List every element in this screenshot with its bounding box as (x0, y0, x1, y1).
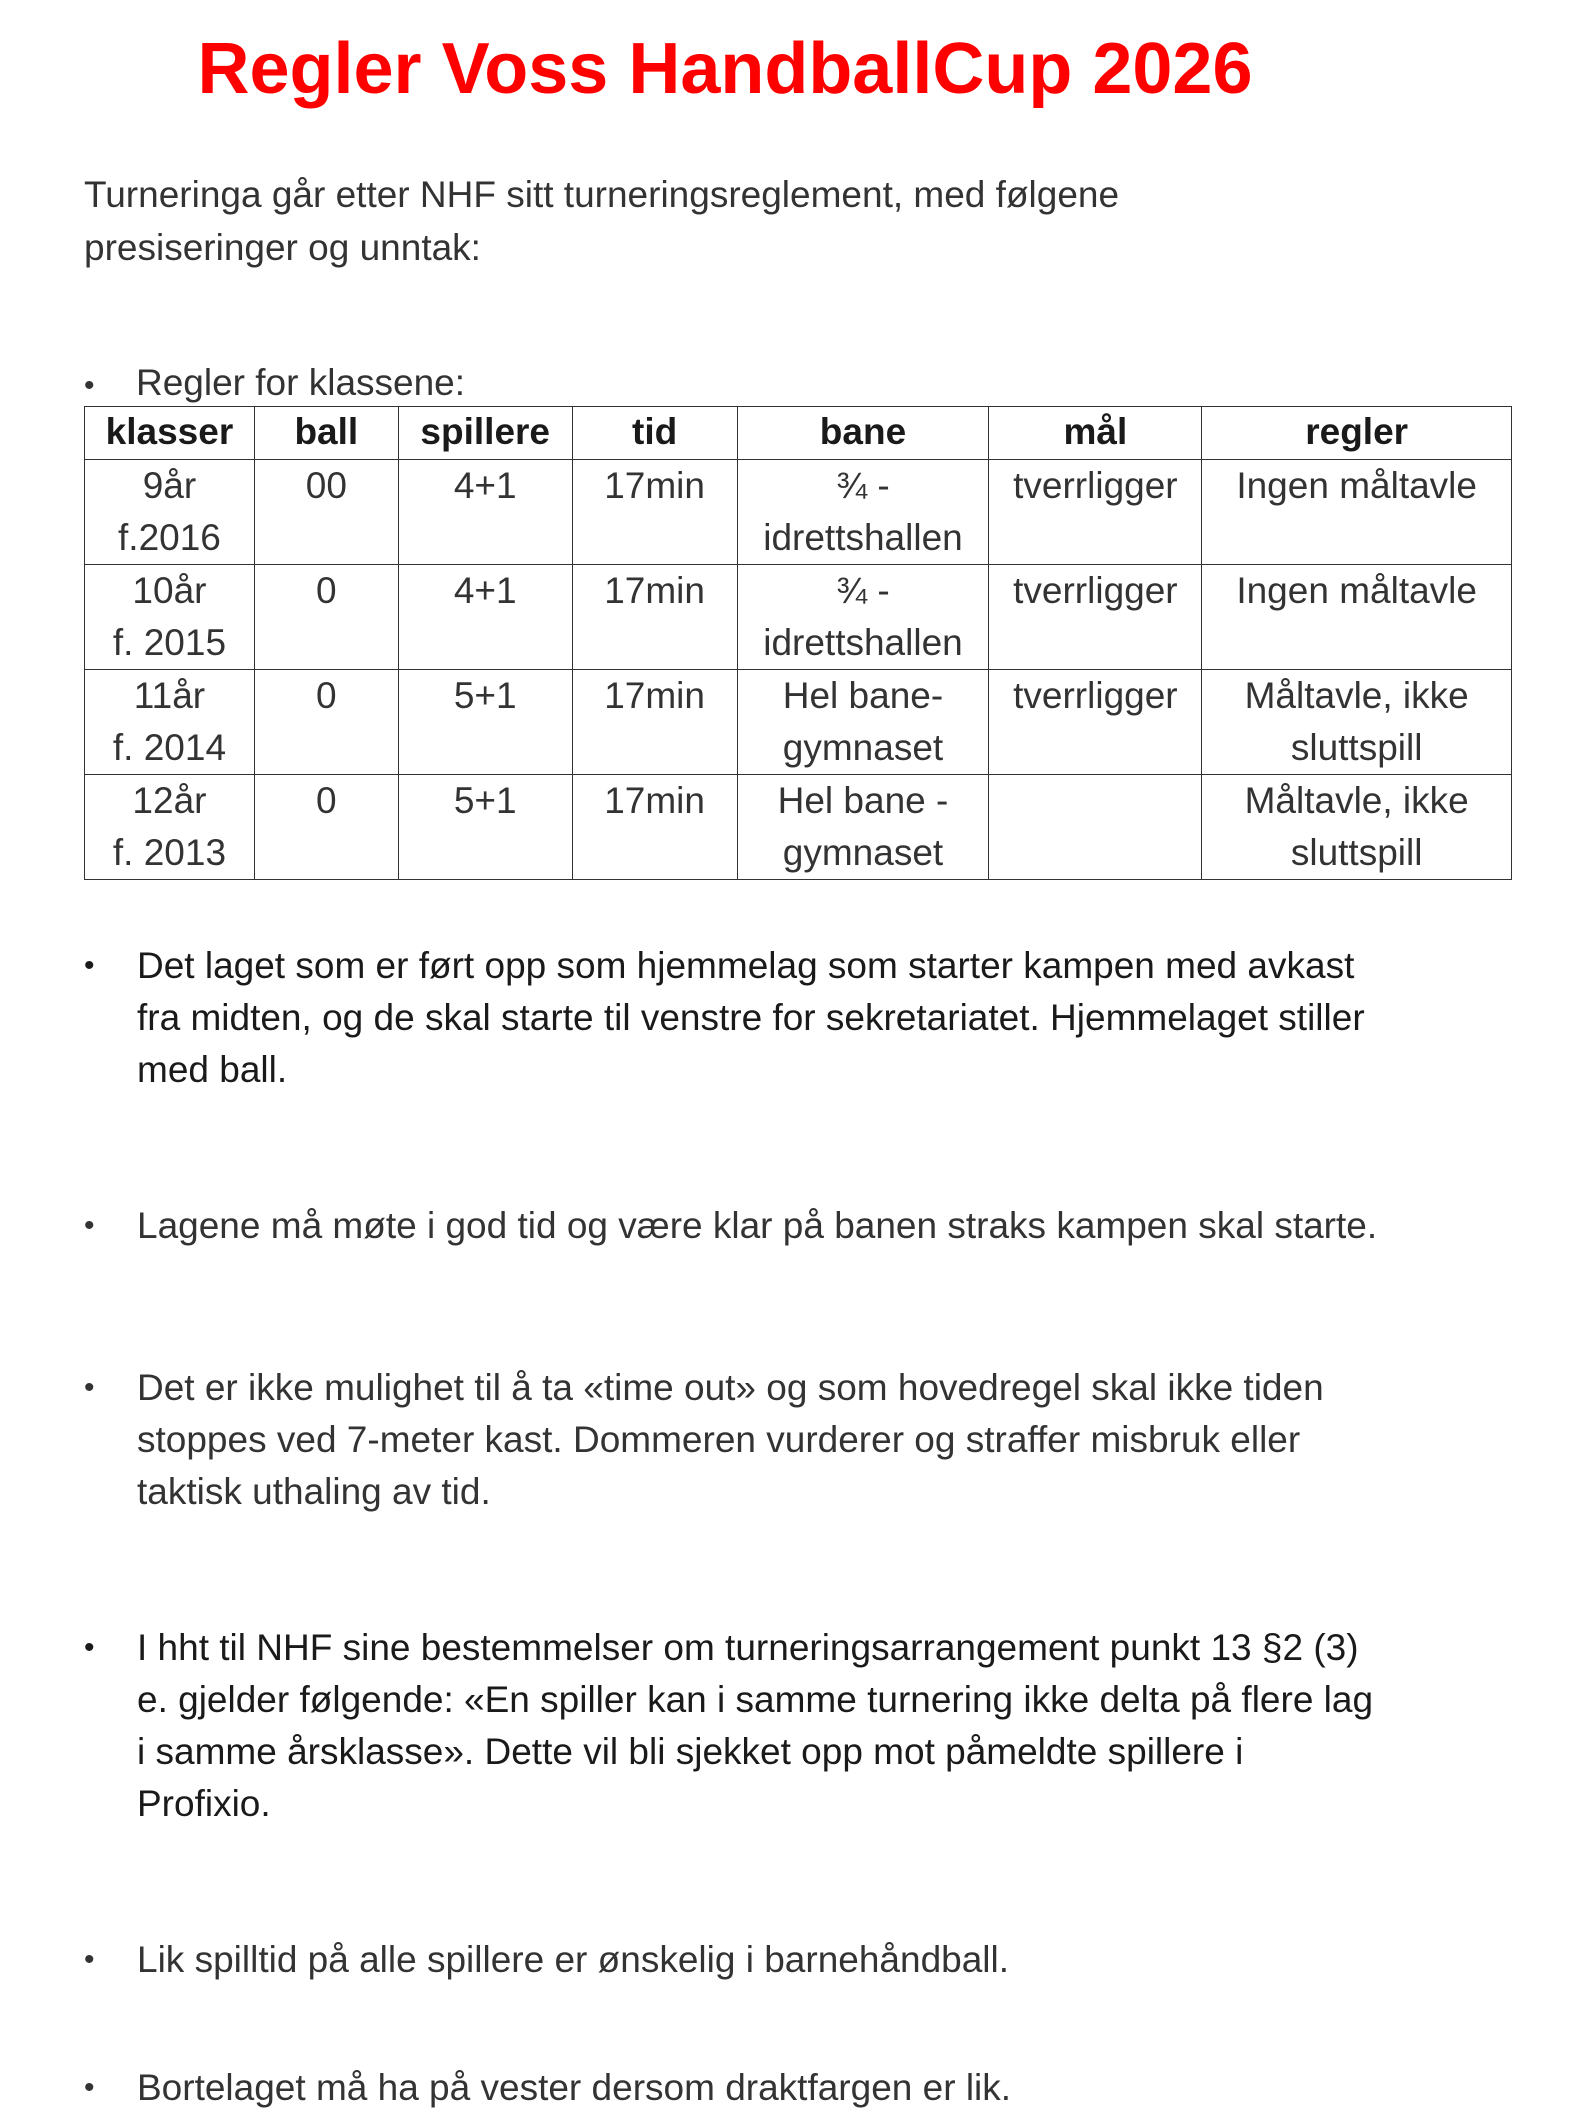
list-item-text: Det laget som er ført opp som hjemmelag som starter kampen med avkast fra midten, og de skal starte til venstre for sekretariatet. Hjemmelaget stiller med ball. (137, 945, 1365, 1090)
cell-ball: 0 (254, 670, 398, 775)
header-ball: ball (254, 407, 398, 460)
cell-bane: Hel bane - gymnaset (737, 775, 989, 880)
list-item (84, 2062, 1384, 2114)
cell-klasser: 11år f. 2014 (85, 670, 255, 775)
bullet: • (84, 1209, 95, 1242)
rules-table (84, 406, 1512, 880)
table-row (85, 670, 1512, 775)
header-spillere: spillere (398, 407, 572, 460)
header-tid: tid (572, 407, 737, 460)
rules-list (84, 940, 1384, 2114)
cell-maal: tverrligger (989, 565, 1202, 670)
cell-spillere: 5+1 (398, 775, 572, 880)
bullet: • (84, 369, 95, 402)
cell-ball: 0 (254, 775, 398, 880)
table-row (85, 460, 1512, 565)
bullet: • (84, 1631, 95, 1664)
classes-heading (84, 358, 465, 411)
cell-regler: Ingen måltavle (1202, 565, 1512, 670)
cell-tid: 17min (572, 775, 737, 880)
cell-bane: Hel bane- gymnaset (737, 670, 989, 775)
cell-spillere: 4+1 (398, 565, 572, 670)
bullet: • (84, 949, 95, 982)
list-item-text: Lik spilltid på alle spillere er ønskelig i barnehåndball. (137, 1939, 1010, 1980)
cell-maal (989, 775, 1202, 880)
intro-paragraph: Turneringa går etter NHF sitt turneringsreglement, med følgene presiseringer og unntak: (84, 174, 1120, 268)
header-regler: regler (1202, 407, 1512, 460)
cell-tid: 17min (572, 460, 737, 565)
header-bane: bane (737, 407, 989, 460)
table-header-row (85, 407, 1512, 460)
cell-klasser: 12år f. 2013 (85, 775, 255, 880)
cell-ball: 00 (254, 460, 398, 565)
cell-tid: 17min (572, 670, 737, 775)
cell-bane: ¾ - idrettshallen (737, 565, 989, 670)
list-item (84, 1934, 1384, 1986)
list-item-text: I hht til NHF sine bestemmelser om turneringsarrangement punkt 13 §2 (3) e. gjelder følgende: «En spiller kan i samme turnering ikke delta på flere lag i samme årsklasse». Dette vil bli sjekket opp mot påmeldte spillere i Profixio. (137, 1627, 1374, 1824)
bullet: • (84, 2071, 95, 2104)
classes-heading-label: Regler for klassene: (136, 362, 466, 403)
cell-maal: tverrligger (989, 460, 1202, 565)
list-item (84, 1622, 1384, 1830)
list-item-text: Bortelaget må ha på vester dersom draktfargen er lik. (137, 2067, 1012, 2108)
cell-spillere: 5+1 (398, 670, 572, 775)
table-row (85, 565, 1512, 670)
bullet: • (84, 1943, 95, 1976)
cell-regler: Måltavle, ikke sluttspill (1202, 670, 1512, 775)
list-item (84, 940, 1384, 1096)
table-row (85, 775, 1512, 880)
cell-tid: 17min (572, 565, 737, 670)
page-title: Regler Voss HandballCup 2026 (197, 29, 1253, 109)
cell-bane: ¾ - idrettshallen (737, 460, 989, 565)
list-item-text: Det er ikke mulighet til å ta «time out» og som hovedregel skal ikke tiden stoppes ved 7-meter kast. Dommeren vurderer og straffer misbruk eller taktisk uthaling av tid. (137, 1367, 1324, 1512)
cell-spillere: 4+1 (398, 460, 572, 565)
bullet: • (84, 1371, 95, 1404)
list-item-text: Lagene må møte i god tid og være klar på banen straks kampen skal starte. (137, 1205, 1378, 1246)
header-maal: mål (989, 407, 1202, 460)
list-item (84, 1200, 1384, 1252)
list-item (84, 1362, 1384, 1518)
cell-regler: Ingen måltavle (1202, 460, 1512, 565)
cell-klasser: 10år f. 2015 (85, 565, 255, 670)
cell-regler: Måltavle, ikke sluttspill (1202, 775, 1512, 880)
cell-ball: 0 (254, 565, 398, 670)
cell-klasser: 9år f.2016 (85, 460, 255, 565)
header-klasser: klasser (85, 407, 255, 460)
cell-maal: tverrligger (989, 670, 1202, 775)
